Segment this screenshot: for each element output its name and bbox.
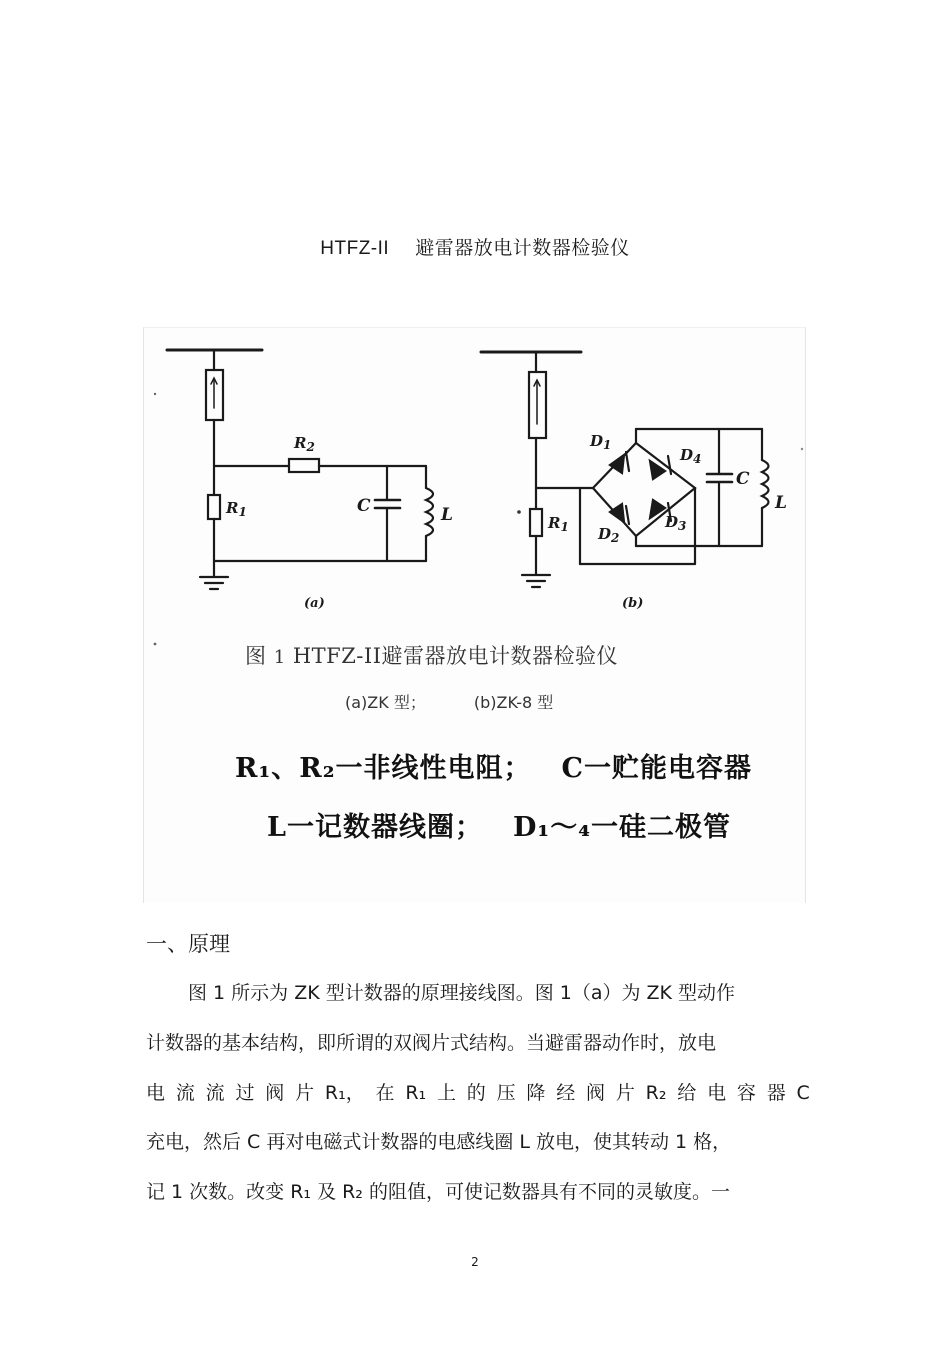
paragraph-line-1: 图 1 所示为 ZK 型计数器的原理接线图。图 1（a）为 ZK 型动作: [188, 982, 736, 1004]
paragraph-line-3-word: 过: [235, 1082, 255, 1104]
paragraph-line-3-word: 在: [375, 1082, 395, 1104]
legend-capacitor: C一贮能电容器: [561, 753, 753, 784]
diode-d1: [610, 455, 624, 473]
paragraph-line-3-word: 容: [736, 1082, 756, 1104]
figure-subcaption: [345, 690, 601, 713]
paragraph-line-3-word: 流: [175, 1082, 195, 1104]
paragraph-line-3-word: 的: [466, 1082, 486, 1104]
paragraph-line-3-word: R₂: [645, 1082, 667, 1104]
diode-d2: [610, 504, 624, 522]
paragraph-line-3-word: 上: [436, 1082, 456, 1104]
paragraph-line-3-word: 压: [496, 1082, 516, 1104]
paragraph-line-4: 充电，然后 C 再对电磁式计数器的电感线圈 L 放电，使其转动 1 格，: [146, 1131, 732, 1153]
label-c-a: C: [357, 496, 371, 516]
paragraph-line-3-word: 电: [146, 1082, 166, 1104]
label-tag-a: (a): [304, 596, 325, 611]
resistor-r2-a: [289, 459, 319, 472]
label-tag-b: (b): [622, 596, 644, 611]
label-r1-b: $R_1$: [548, 514, 569, 534]
legend-diodes: D₁～₄一硅二极管: [512, 812, 732, 843]
caption-number: 1: [273, 647, 286, 668]
figure-legend-line-2: [267, 805, 731, 844]
paragraph-line-3-word: 阀: [586, 1082, 606, 1104]
subcaption-a: (a)ZK 型；: [345, 693, 426, 712]
paragraph-line-3-word: C: [796, 1082, 810, 1104]
legend-coil: L一记数器线圈；: [267, 812, 483, 843]
label-l-a: L: [441, 505, 453, 525]
page-number: 2: [471, 1255, 479, 1269]
circuit-figure: [143, 327, 806, 903]
paragraph-line-3-word: 给: [677, 1082, 697, 1104]
caption-prefix: 图: [245, 644, 267, 668]
paragraph-line-3-word: 片: [295, 1082, 315, 1104]
paragraph-line-3-word: 片: [615, 1082, 635, 1104]
paragraph-line-3-word: 阀: [265, 1082, 285, 1104]
paragraph-line-3-word: 经: [556, 1082, 576, 1104]
title-name: 避雷器放电计数器检验仪: [415, 237, 630, 259]
caption-text: HTFZ-II避雷器放电计数器检验仪: [292, 644, 618, 668]
label-r2-a: $R_2$: [294, 434, 315, 454]
label-l-b: L: [775, 493, 787, 513]
resistor-r1-b: [530, 509, 542, 536]
paragraph-line-3-word: 器: [766, 1082, 786, 1104]
paragraph-line-3-word: 降: [526, 1082, 546, 1104]
paragraph-line-3-word: 流: [205, 1082, 225, 1104]
paragraph-line-3-word: R₁: [405, 1082, 427, 1104]
paragraph-line-5: 记 1 次数。改变 R₁ 及 R₂ 的阻值，可使记数器具有不同的灵敏度。一: [146, 1181, 730, 1203]
paragraph-line-3-word: R₁，: [324, 1082, 365, 1104]
document-title: [0, 233, 950, 260]
label-d3: $D_3$: [665, 513, 687, 533]
coil-l-a: [426, 488, 433, 536]
paragraph-line-3: [146, 1084, 810, 1103]
figure-caption: [245, 640, 618, 670]
subcaption-b: (b)ZK-8 型: [473, 693, 554, 712]
label-d4: $D_4$: [680, 446, 702, 466]
paragraph-line-2: 计数器的基本结构，即所谓的双阀片式结构。当避雷器动作时，放电: [146, 1032, 717, 1054]
section-heading: 一、原理: [146, 932, 230, 956]
label-d2: $D_2$: [598, 525, 620, 545]
resistor-r1-a: [208, 495, 220, 519]
label-c-b: C: [736, 469, 750, 489]
paragraph-line-3-word: 电: [707, 1082, 727, 1104]
coil-l-b: [762, 460, 769, 508]
legend-resistors: R₁、R₂一非线性电阻；: [235, 753, 532, 784]
title-model: HTFZ-II: [320, 238, 390, 259]
label-r1-a: $R_1$: [226, 499, 247, 519]
figure-legend-line-1: [235, 746, 752, 785]
label-d1: $D_1$: [590, 432, 612, 452]
